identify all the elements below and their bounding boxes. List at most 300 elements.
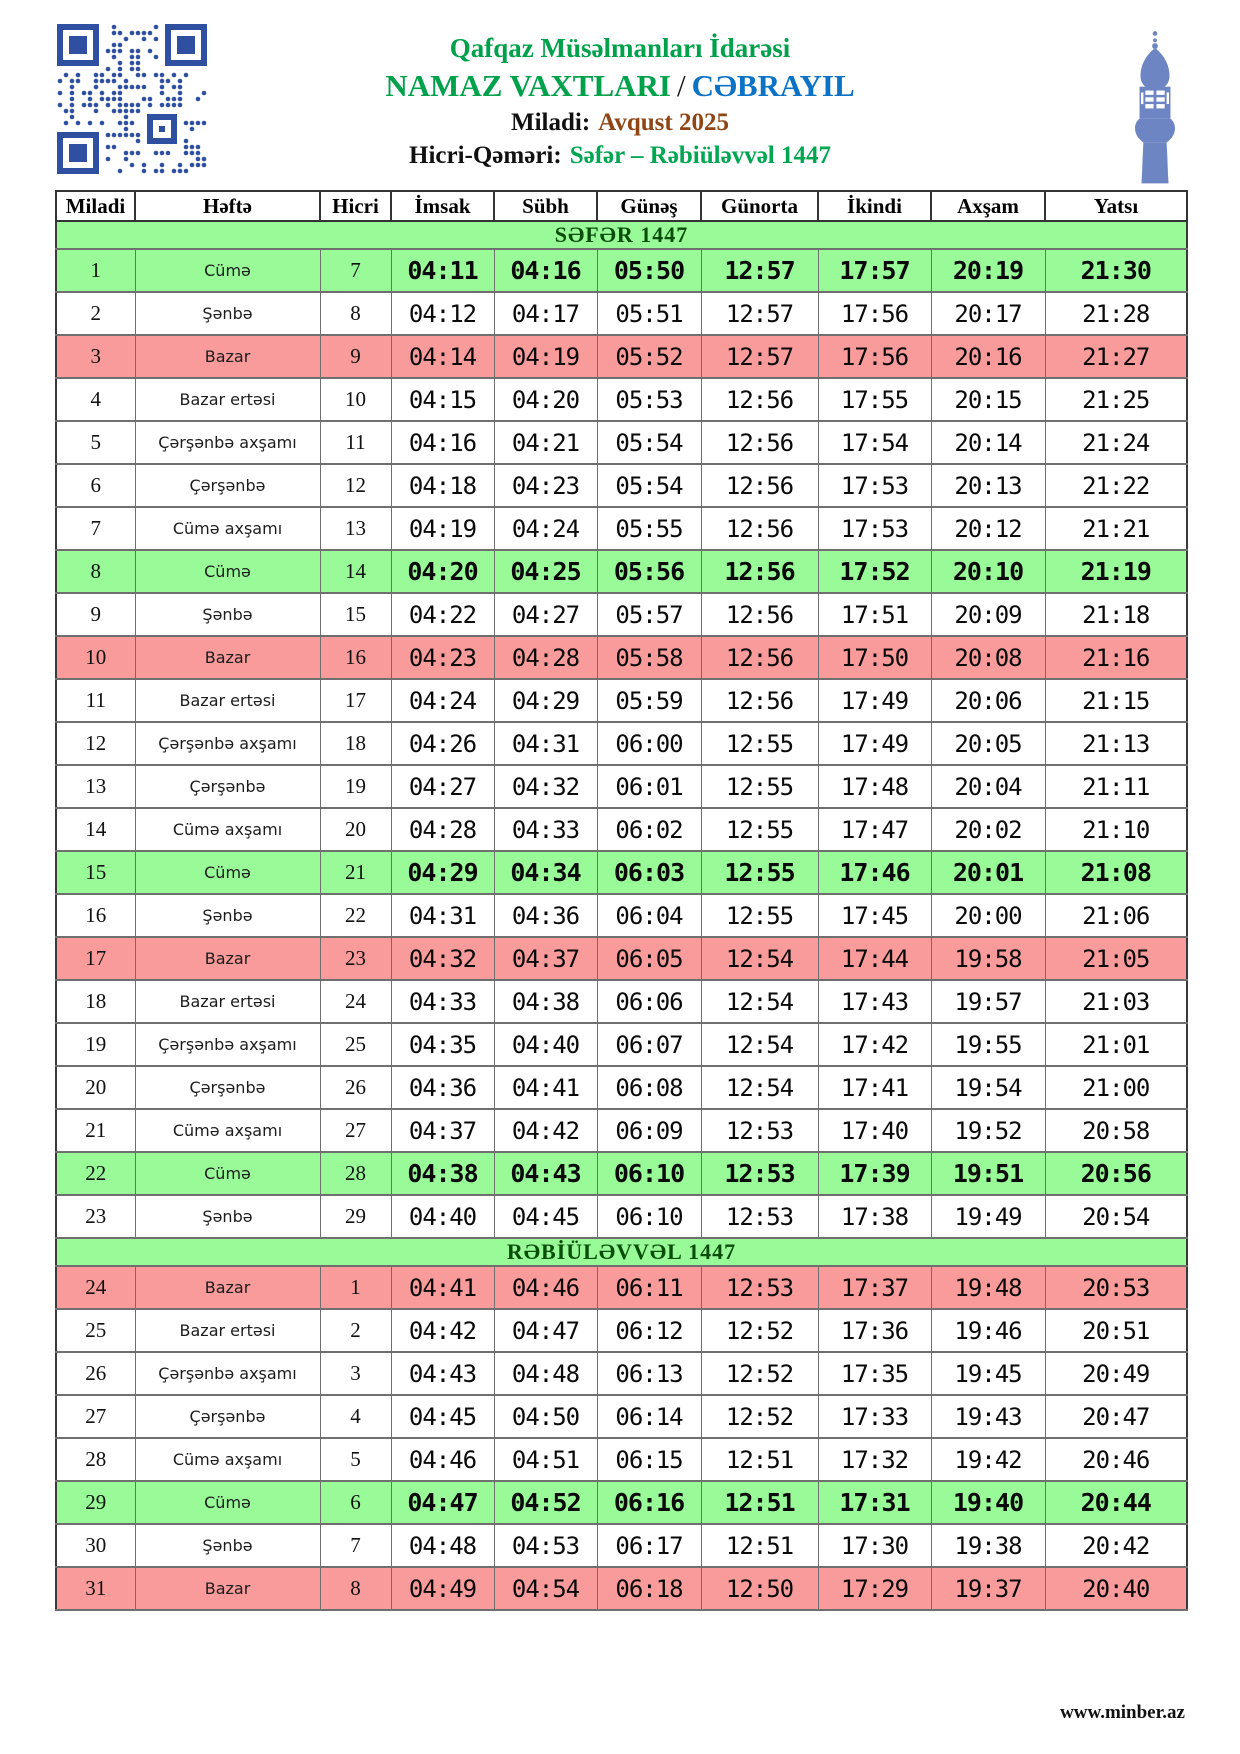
cell-time-yatsi: 20:47	[1045, 1395, 1187, 1438]
cell-hicri-day: 26	[320, 1066, 391, 1109]
cell-miladi-day: 15	[56, 851, 135, 894]
table-row	[56, 1438, 1187, 1481]
cell-hicri-day: 19	[320, 765, 391, 808]
cell-hicri-day: 27	[320, 1109, 391, 1152]
cell-time-subh: 04:20	[494, 378, 597, 421]
website-footer	[1060, 1702, 1185, 1724]
cell-time-yatsi: 20:53	[1045, 1266, 1187, 1309]
cell-time-ikindi: 17:55	[818, 378, 931, 421]
cell-time-yatsi: 21:25	[1045, 378, 1187, 421]
table-row	[56, 1195, 1187, 1238]
gregorian-month-line	[230, 106, 1010, 139]
cell-time-subh: 04:16	[494, 249, 597, 292]
cell-time-axsam: 20:09	[931, 593, 1045, 636]
cell-time-gunes: 05:58	[597, 636, 701, 679]
cell-time-subh: 04:25	[494, 550, 597, 593]
cell-time-gunes: 06:13	[597, 1352, 701, 1395]
cell-time-axsam: 19:46	[931, 1309, 1045, 1352]
cell-time-ikindi: 17:52	[818, 550, 931, 593]
table-row	[56, 808, 1187, 851]
table-row	[56, 1266, 1187, 1309]
cell-time-ikindi: 17:40	[818, 1109, 931, 1152]
hijri-month-line	[230, 139, 1010, 172]
cell-time-axsam: 19:43	[931, 1395, 1045, 1438]
cell-time-ikindi: 17:38	[818, 1195, 931, 1238]
cell-time-gunorta: 12:55	[701, 722, 818, 765]
cell-time-subh: 04:24	[494, 507, 597, 550]
table-row	[56, 1567, 1187, 1610]
cell-time-axsam: 19:51	[931, 1152, 1045, 1195]
cell-weekday: Cümə	[135, 249, 320, 292]
cell-time-subh: 04:28	[494, 636, 597, 679]
cell-weekday: Çərşənbə axşamı	[135, 1023, 320, 1066]
cell-miladi-day: 28	[56, 1438, 135, 1481]
cell-time-gunes: 06:03	[597, 851, 701, 894]
cell-hicri-day: 8	[320, 1567, 391, 1610]
cell-time-gunorta: 12:55	[701, 894, 818, 937]
cell-weekday: Çərşənbə axşamı	[135, 421, 320, 464]
qr-alignment-square	[147, 114, 177, 144]
cell-weekday: Bazar	[135, 636, 320, 679]
cell-time-imsak: 04:42	[391, 1309, 494, 1352]
cell-time-subh: 04:38	[494, 980, 597, 1023]
cell-hicri-day: 17	[320, 679, 391, 722]
cell-time-ikindi: 17:29	[818, 1567, 931, 1610]
cell-time-subh: 04:50	[494, 1395, 597, 1438]
cell-time-ikindi: 17:42	[818, 1023, 931, 1066]
miladi-value: Avqust 2025	[598, 109, 729, 136]
cell-weekday: Çərşənbə axşamı	[135, 1352, 320, 1395]
cell-weekday: Şənbə	[135, 1195, 320, 1238]
hicri-value: Səfər – Rəbiüləvvəl 1447	[569, 142, 831, 169]
cell-miladi-day: 12	[56, 722, 135, 765]
cell-time-gunorta: 12:51	[701, 1481, 818, 1524]
cell-time-gunes: 05:55	[597, 507, 701, 550]
cell-time-yatsi: 21:18	[1045, 593, 1187, 636]
cell-time-yatsi: 20:49	[1045, 1352, 1187, 1395]
cell-time-ikindi: 17:30	[818, 1524, 931, 1567]
cell-time-gunorta: 12:53	[701, 1266, 818, 1309]
cell-time-subh: 04:32	[494, 765, 597, 808]
cell-time-yatsi: 21:19	[1045, 550, 1187, 593]
table-row	[56, 894, 1187, 937]
cell-time-gunorta: 12:57	[701, 249, 818, 292]
cell-time-gunorta: 12:56	[701, 421, 818, 464]
cell-time-gunorta: 12:55	[701, 851, 818, 894]
table-row	[56, 1352, 1187, 1395]
cell-time-axsam: 20:00	[931, 894, 1045, 937]
cell-time-gunorta: 12:52	[701, 1352, 818, 1395]
cell-time-ikindi: 17:56	[818, 292, 931, 335]
cell-time-gunorta: 12:56	[701, 593, 818, 636]
cell-time-subh: 04:19	[494, 335, 597, 378]
cell-time-gunes: 05:56	[597, 550, 701, 593]
cell-weekday: Çərşənbə	[135, 464, 320, 507]
cell-time-axsam: 20:14	[931, 421, 1045, 464]
cell-time-ikindi: 17:31	[818, 1481, 931, 1524]
cell-time-gunorta: 12:54	[701, 1066, 818, 1109]
page-title	[230, 66, 1010, 106]
cell-time-yatsi: 21:11	[1045, 765, 1187, 808]
cell-miladi-day: 9	[56, 593, 135, 636]
table-row	[56, 1152, 1187, 1195]
cell-hicri-day: 7	[320, 249, 391, 292]
cell-time-imsak: 04:15	[391, 378, 494, 421]
cell-time-gunorta: 12:56	[701, 550, 818, 593]
cell-time-yatsi: 21:27	[1045, 335, 1187, 378]
cell-time-subh: 04:48	[494, 1352, 597, 1395]
cell-time-yatsi: 21:05	[1045, 937, 1187, 980]
cell-time-yatsi: 21:10	[1045, 808, 1187, 851]
table-row	[56, 421, 1187, 464]
cell-time-axsam: 20:01	[931, 851, 1045, 894]
cell-hicri-day: 28	[320, 1152, 391, 1195]
cell-weekday: Çərşənbə	[135, 1066, 320, 1109]
cell-miladi-day: 20	[56, 1066, 135, 1109]
cell-weekday: Bazar ertəsi	[135, 1309, 320, 1352]
col-header-subh: Sübh	[494, 191, 597, 221]
cell-time-gunes: 06:08	[597, 1066, 701, 1109]
cell-time-gunorta: 12:54	[701, 937, 818, 980]
cell-time-axsam: 20:19	[931, 249, 1045, 292]
cell-time-axsam: 19:49	[931, 1195, 1045, 1238]
cell-time-ikindi: 17:43	[818, 980, 931, 1023]
cell-time-yatsi: 21:15	[1045, 679, 1187, 722]
cell-time-yatsi: 20:54	[1045, 1195, 1187, 1238]
cell-hicri-day: 8	[320, 292, 391, 335]
cell-hicri-day: 9	[320, 335, 391, 378]
cell-time-gunorta: 12:54	[701, 1023, 818, 1066]
cell-miladi-day: 25	[56, 1309, 135, 1352]
col-header-gunorta: Günorta	[701, 191, 818, 221]
cell-hicri-day: 14	[320, 550, 391, 593]
cell-time-gunes: 05:59	[597, 679, 701, 722]
cell-time-yatsi: 21:06	[1045, 894, 1187, 937]
cell-hicri-day: 24	[320, 980, 391, 1023]
cell-time-yatsi: 20:51	[1045, 1309, 1187, 1352]
cell-time-yatsi: 20:58	[1045, 1109, 1187, 1152]
cell-time-subh: 04:43	[494, 1152, 597, 1195]
title-namaz-vaxtlari: NAMAZ VAXTLARI	[385, 68, 671, 103]
cell-time-axsam: 19:45	[931, 1352, 1045, 1395]
prayer-times-table	[55, 190, 1188, 1611]
cell-miladi-day: 26	[56, 1352, 135, 1395]
cell-weekday: Bazar	[135, 1266, 320, 1309]
cell-time-subh: 04:42	[494, 1109, 597, 1152]
cell-time-imsak: 04:43	[391, 1352, 494, 1395]
cell-time-imsak: 04:22	[391, 593, 494, 636]
cell-time-ikindi: 17:51	[818, 593, 931, 636]
cell-hicri-day: 22	[320, 894, 391, 937]
cell-time-ikindi: 17:49	[818, 722, 931, 765]
cell-time-subh: 04:51	[494, 1438, 597, 1481]
month-section-row	[56, 221, 1187, 249]
col-header-ikindi: İkindi	[818, 191, 931, 221]
table-row	[56, 980, 1187, 1023]
cell-weekday: Bazar ertəsi	[135, 980, 320, 1023]
cell-miladi-day: 10	[56, 636, 135, 679]
table-row	[56, 378, 1187, 421]
table-row	[56, 1481, 1187, 1524]
qr-code-icon	[56, 24, 208, 174]
cell-time-gunorta: 12:52	[701, 1309, 818, 1352]
col-header-hefte: Həftə	[135, 191, 320, 221]
cell-miladi-day: 18	[56, 980, 135, 1023]
cell-time-yatsi: 20:40	[1045, 1567, 1187, 1610]
cell-weekday: Bazar	[135, 1567, 320, 1610]
cell-time-ikindi: 17:44	[818, 937, 931, 980]
table-row	[56, 464, 1187, 507]
cell-time-subh: 04:54	[494, 1567, 597, 1610]
minaret-icon	[1126, 26, 1184, 186]
cell-time-axsam: 19:57	[931, 980, 1045, 1023]
cell-time-subh: 04:29	[494, 679, 597, 722]
title-city: CƏBRAYIL	[691, 68, 855, 103]
cell-hicri-day: 13	[320, 507, 391, 550]
cell-time-ikindi: 17:47	[818, 808, 931, 851]
cell-hicri-day: 5	[320, 1438, 391, 1481]
cell-miladi-day: 23	[56, 1195, 135, 1238]
cell-hicri-day: 16	[320, 636, 391, 679]
cell-time-subh: 04:53	[494, 1524, 597, 1567]
month-section-title: RƏBİÜLƏVVƏL 1447	[56, 1238, 1187, 1266]
table-row	[56, 1023, 1187, 1066]
cell-time-imsak: 04:14	[391, 335, 494, 378]
cell-hicri-day: 21	[320, 851, 391, 894]
cell-time-subh: 04:36	[494, 894, 597, 937]
cell-time-yatsi: 21:01	[1045, 1023, 1187, 1066]
cell-time-gunorta: 12:56	[701, 636, 818, 679]
cell-time-gunes: 05:54	[597, 464, 701, 507]
table-row	[56, 765, 1187, 808]
cell-miladi-day: 4	[56, 378, 135, 421]
cell-time-gunorta: 12:57	[701, 335, 818, 378]
cell-time-ikindi: 17:33	[818, 1395, 931, 1438]
cell-time-gunes: 06:09	[597, 1109, 701, 1152]
cell-time-imsak: 04:45	[391, 1395, 494, 1438]
cell-time-gunorta: 12:52	[701, 1395, 818, 1438]
cell-time-imsak: 04:23	[391, 636, 494, 679]
cell-miladi-day: 16	[56, 894, 135, 937]
cell-time-axsam: 20:04	[931, 765, 1045, 808]
cell-weekday: Cümə	[135, 1481, 320, 1524]
month-section-title: SƏFƏR 1447	[56, 221, 1187, 249]
cell-weekday: Cümə	[135, 550, 320, 593]
cell-time-gunorta: 12:53	[701, 1109, 818, 1152]
cell-time-ikindi: 17:49	[818, 679, 931, 722]
cell-weekday: Şənbə	[135, 1524, 320, 1567]
table-header	[56, 191, 1187, 221]
col-header-yatsi: Yatsı	[1045, 191, 1187, 221]
table-row	[56, 550, 1187, 593]
cell-miladi-day: 6	[56, 464, 135, 507]
cell-miladi-day: 8	[56, 550, 135, 593]
cell-time-subh: 04:17	[494, 292, 597, 335]
cell-time-subh: 04:41	[494, 1066, 597, 1109]
cell-time-imsak: 04:32	[391, 937, 494, 980]
miladi-label: Miladi:	[511, 109, 591, 136]
cell-time-axsam: 20:15	[931, 378, 1045, 421]
cell-time-yatsi: 20:46	[1045, 1438, 1187, 1481]
cell-time-gunorta: 12:55	[701, 808, 818, 851]
cell-time-gunes: 06:14	[597, 1395, 701, 1438]
col-header-imsak: İmsak	[391, 191, 494, 221]
cell-hicri-day: 3	[320, 1352, 391, 1395]
cell-time-subh: 04:45	[494, 1195, 597, 1238]
cell-miladi-day: 29	[56, 1481, 135, 1524]
cell-time-subh: 04:21	[494, 421, 597, 464]
cell-time-subh: 04:33	[494, 808, 597, 851]
cell-miladi-day: 2	[56, 292, 135, 335]
cell-weekday: Şənbə	[135, 593, 320, 636]
cell-time-ikindi: 17:36	[818, 1309, 931, 1352]
cell-time-gunes: 06:12	[597, 1309, 701, 1352]
cell-time-ikindi: 17:56	[818, 335, 931, 378]
cell-time-imsak: 04:33	[391, 980, 494, 1023]
cell-weekday: Bazar	[135, 937, 320, 980]
cell-weekday: Bazar	[135, 335, 320, 378]
cell-weekday: Bazar ertəsi	[135, 679, 320, 722]
cell-time-yatsi: 20:42	[1045, 1524, 1187, 1567]
cell-time-subh: 04:34	[494, 851, 597, 894]
cell-miladi-day: 24	[56, 1266, 135, 1309]
cell-time-ikindi: 17:54	[818, 421, 931, 464]
cell-time-imsak: 04:31	[391, 894, 494, 937]
cell-miladi-day: 31	[56, 1567, 135, 1610]
cell-time-imsak: 04:29	[391, 851, 494, 894]
table-row	[56, 1395, 1187, 1438]
cell-time-yatsi: 21:30	[1045, 249, 1187, 292]
cell-weekday: Cümə axşamı	[135, 808, 320, 851]
cell-time-gunorta: 12:51	[701, 1438, 818, 1481]
cell-time-ikindi: 17:50	[818, 636, 931, 679]
cell-weekday: Cümə axşamı	[135, 1438, 320, 1481]
cell-time-gunes: 05:54	[597, 421, 701, 464]
cell-time-ikindi: 17:53	[818, 464, 931, 507]
cell-miladi-day: 17	[56, 937, 135, 980]
cell-time-gunes: 05:52	[597, 335, 701, 378]
cell-hicri-day: 7	[320, 1524, 391, 1567]
cell-hicri-day: 6	[320, 1481, 391, 1524]
cell-time-axsam: 19:40	[931, 1481, 1045, 1524]
cell-time-imsak: 04:48	[391, 1524, 494, 1567]
cell-time-imsak: 04:26	[391, 722, 494, 765]
cell-hicri-day: 25	[320, 1023, 391, 1066]
cell-time-gunorta: 12:51	[701, 1524, 818, 1567]
cell-time-gunorta: 12:55	[701, 765, 818, 808]
cell-time-gunorta: 12:54	[701, 980, 818, 1023]
cell-time-axsam: 20:12	[931, 507, 1045, 550]
cell-time-yatsi: 21:22	[1045, 464, 1187, 507]
table-row	[56, 851, 1187, 894]
col-header-gunes: Günəş	[597, 191, 701, 221]
cell-time-gunorta: 12:56	[701, 507, 818, 550]
cell-time-gunes: 06:10	[597, 1195, 701, 1238]
cell-time-yatsi: 21:21	[1045, 507, 1187, 550]
col-header-miladi: Miladi	[56, 191, 135, 221]
col-header-hicri: Hicri	[320, 191, 391, 221]
table-row	[56, 937, 1187, 980]
cell-time-imsak: 04:40	[391, 1195, 494, 1238]
cell-time-gunes: 06:05	[597, 937, 701, 980]
cell-time-axsam: 19:38	[931, 1524, 1045, 1567]
cell-time-gunes: 05:51	[597, 292, 701, 335]
cell-time-gunes: 06:01	[597, 765, 701, 808]
organization-title: Qafqaz Müsəlmanları İdarəsi	[449, 33, 791, 63]
qr-finder-top-left	[57, 24, 99, 66]
cell-time-gunes: 06:04	[597, 894, 701, 937]
cell-time-yatsi: 21:24	[1045, 421, 1187, 464]
cell-time-gunorta: 12:53	[701, 1195, 818, 1238]
cell-time-subh: 04:23	[494, 464, 597, 507]
cell-time-axsam: 19:54	[931, 1066, 1045, 1109]
table-row	[56, 722, 1187, 765]
cell-time-imsak: 04:11	[391, 249, 494, 292]
cell-time-imsak: 04:46	[391, 1438, 494, 1481]
cell-time-imsak: 04:12	[391, 292, 494, 335]
cell-miladi-day: 14	[56, 808, 135, 851]
cell-weekday: Bazar ertəsi	[135, 378, 320, 421]
cell-time-yatsi: 21:13	[1045, 722, 1187, 765]
table-row	[56, 292, 1187, 335]
cell-time-imsak: 04:37	[391, 1109, 494, 1152]
cell-time-imsak: 04:24	[391, 679, 494, 722]
cell-time-axsam: 19:37	[931, 1567, 1045, 1610]
cell-time-imsak: 04:47	[391, 1481, 494, 1524]
cell-time-ikindi: 17:35	[818, 1352, 931, 1395]
cell-time-axsam: 20:16	[931, 335, 1045, 378]
cell-time-gunorta: 12:56	[701, 378, 818, 421]
qr-finder-top-right	[165, 24, 207, 66]
cell-time-gunes: 06:00	[597, 722, 701, 765]
cell-time-gunes: 06:16	[597, 1481, 701, 1524]
cell-time-subh: 04:37	[494, 937, 597, 980]
table-row	[56, 636, 1187, 679]
cell-weekday: Cümə axşamı	[135, 507, 320, 550]
header	[230, 30, 1010, 172]
cell-time-gunorta: 12:53	[701, 1152, 818, 1195]
cell-hicri-day: 18	[320, 722, 391, 765]
table-row	[56, 593, 1187, 636]
cell-time-ikindi: 17:46	[818, 851, 931, 894]
cell-time-gunes: 06:06	[597, 980, 701, 1023]
cell-time-gunes: 05:50	[597, 249, 701, 292]
cell-hicri-day: 11	[320, 421, 391, 464]
cell-miladi-day: 27	[56, 1395, 135, 1438]
cell-time-imsak: 04:16	[391, 421, 494, 464]
cell-time-subh: 04:46	[494, 1266, 597, 1309]
cell-time-gunorta: 12:50	[701, 1567, 818, 1610]
cell-weekday: Şənbə	[135, 894, 320, 937]
cell-time-ikindi: 17:48	[818, 765, 931, 808]
cell-time-gunorta: 12:56	[701, 679, 818, 722]
table-row	[56, 1309, 1187, 1352]
cell-hicri-day: 15	[320, 593, 391, 636]
cell-hicri-day: 10	[320, 378, 391, 421]
cell-time-subh: 04:40	[494, 1023, 597, 1066]
cell-time-imsak: 04:27	[391, 765, 494, 808]
cell-time-imsak: 04:19	[391, 507, 494, 550]
cell-time-axsam: 19:52	[931, 1109, 1045, 1152]
cell-weekday: Çərşənbə	[135, 1395, 320, 1438]
cell-miladi-day: 19	[56, 1023, 135, 1066]
cell-hicri-day: 20	[320, 808, 391, 851]
cell-time-yatsi: 21:03	[1045, 980, 1187, 1023]
cell-time-axsam: 19:42	[931, 1438, 1045, 1481]
cell-time-ikindi: 17:45	[818, 894, 931, 937]
cell-miladi-day: 5	[56, 421, 135, 464]
cell-time-subh: 04:31	[494, 722, 597, 765]
